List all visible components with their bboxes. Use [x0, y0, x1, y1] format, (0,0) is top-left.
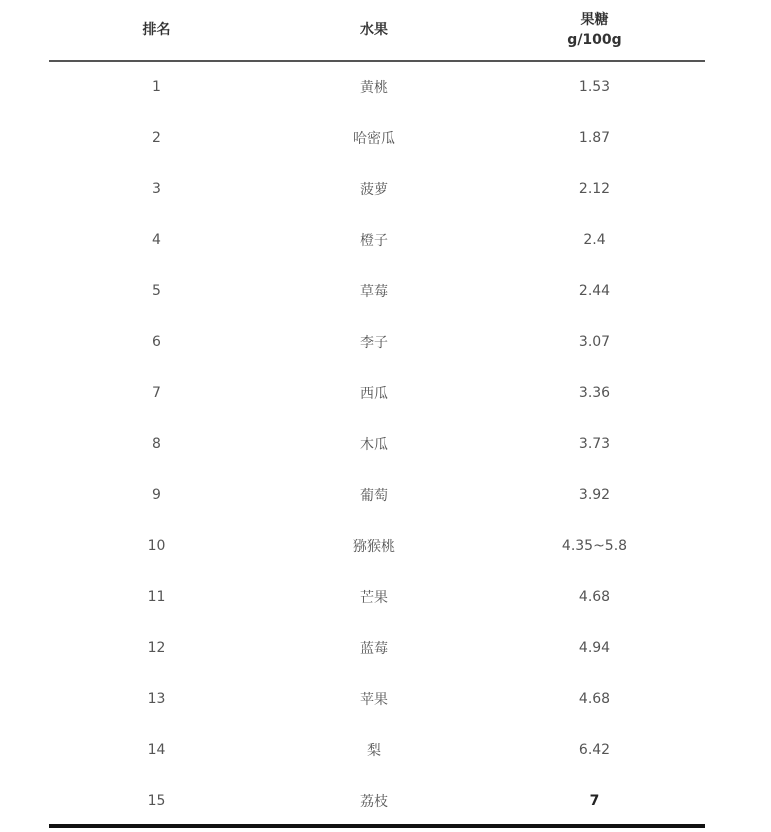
- cell-fruit: 橙子: [360, 232, 388, 249]
- header-row: [49, 0, 705, 61]
- cell-rank: 14: [147, 741, 166, 758]
- cell-fruit: 猕猴桃: [353, 538, 395, 555]
- cell-rank: 2: [152, 129, 161, 146]
- table-row: [49, 112, 705, 163]
- cell-fruit: 荔枝: [360, 793, 388, 810]
- header-fructose-unit: g/100g: [567, 32, 622, 48]
- table-header: [49, 0, 705, 61]
- header-rank: [49, 0, 264, 61]
- table-row: [49, 520, 705, 571]
- cell-fructose: 3.07: [578, 333, 611, 350]
- table-row: [49, 622, 705, 673]
- fructose-table-container: [49, 0, 705, 826]
- cell-fructose: 2.4: [583, 231, 606, 248]
- cell-fructose: 1.87: [578, 129, 611, 146]
- table-row: [49, 673, 705, 724]
- fructose-table: [49, 0, 705, 826]
- header-fruit-label: 水果: [360, 22, 388, 38]
- cell-rank: 15: [147, 792, 166, 809]
- table-row: [49, 316, 705, 367]
- cell-fructose: 4.35~5.8: [561, 537, 628, 554]
- cell-fructose: 7: [589, 792, 600, 809]
- table-row: [49, 418, 705, 469]
- cell-rank: 3: [152, 180, 161, 197]
- table-bottom-rule: [49, 824, 705, 828]
- header-fructose-label: 果糖: [580, 12, 609, 28]
- cell-fructose: 3.36: [578, 384, 611, 401]
- cell-fruit: 李子: [360, 334, 388, 351]
- cell-fructose: 4.68: [578, 588, 611, 605]
- cell-fructose: 4.68: [578, 690, 611, 707]
- cell-fruit: 草莓: [360, 283, 388, 300]
- header-rank-label: 排名: [142, 22, 171, 38]
- cell-fruit: 芒果: [360, 589, 388, 606]
- cell-fruit: 木瓜: [360, 436, 388, 453]
- cell-fruit: 苹果: [360, 691, 388, 708]
- cell-fructose: 1.53: [578, 79, 611, 95]
- cell-rank: 12: [147, 639, 166, 656]
- header-fructose: [484, 0, 705, 61]
- table-row: [49, 367, 705, 418]
- header-fruit: [264, 0, 484, 61]
- cell-rank: 4: [152, 231, 161, 248]
- table-row: [49, 775, 705, 826]
- table-row: [49, 265, 705, 316]
- cell-fruit: 菠萝: [360, 181, 388, 198]
- table-row: [49, 214, 705, 265]
- cell-rank: 7: [152, 384, 161, 401]
- cell-rank: 13: [147, 690, 166, 707]
- cell-fruit: 葡萄: [360, 487, 388, 504]
- cell-fruit: 黄桃: [360, 80, 388, 96]
- cell-fructose: 6.42: [578, 741, 611, 758]
- table-row: [49, 61, 705, 112]
- cell-fruit: 蓝莓: [360, 640, 388, 657]
- cell-fruit: 西瓜: [360, 385, 388, 402]
- cell-rank: 1: [152, 79, 161, 95]
- cell-fructose: 3.92: [578, 486, 611, 503]
- cell-rank: 5: [152, 282, 161, 299]
- table-row: [49, 571, 705, 622]
- table-row: [49, 163, 705, 214]
- cell-fructose: 2.12: [578, 180, 611, 197]
- cell-rank: 6: [152, 333, 161, 350]
- cell-rank: 10: [147, 537, 166, 554]
- cell-fructose: 2.44: [578, 282, 611, 299]
- table-body: [49, 61, 705, 826]
- table-row: [49, 469, 705, 520]
- cell-fructose: 4.94: [578, 639, 611, 656]
- cell-fruit: 梨: [367, 742, 381, 759]
- cell-fructose: 3.73: [578, 435, 611, 452]
- table-row: [49, 724, 705, 775]
- cell-rank: 8: [152, 435, 161, 452]
- cell-rank: 9: [152, 486, 161, 503]
- cell-fruit: 哈密瓜: [353, 130, 395, 147]
- cell-rank: 11: [147, 588, 166, 605]
